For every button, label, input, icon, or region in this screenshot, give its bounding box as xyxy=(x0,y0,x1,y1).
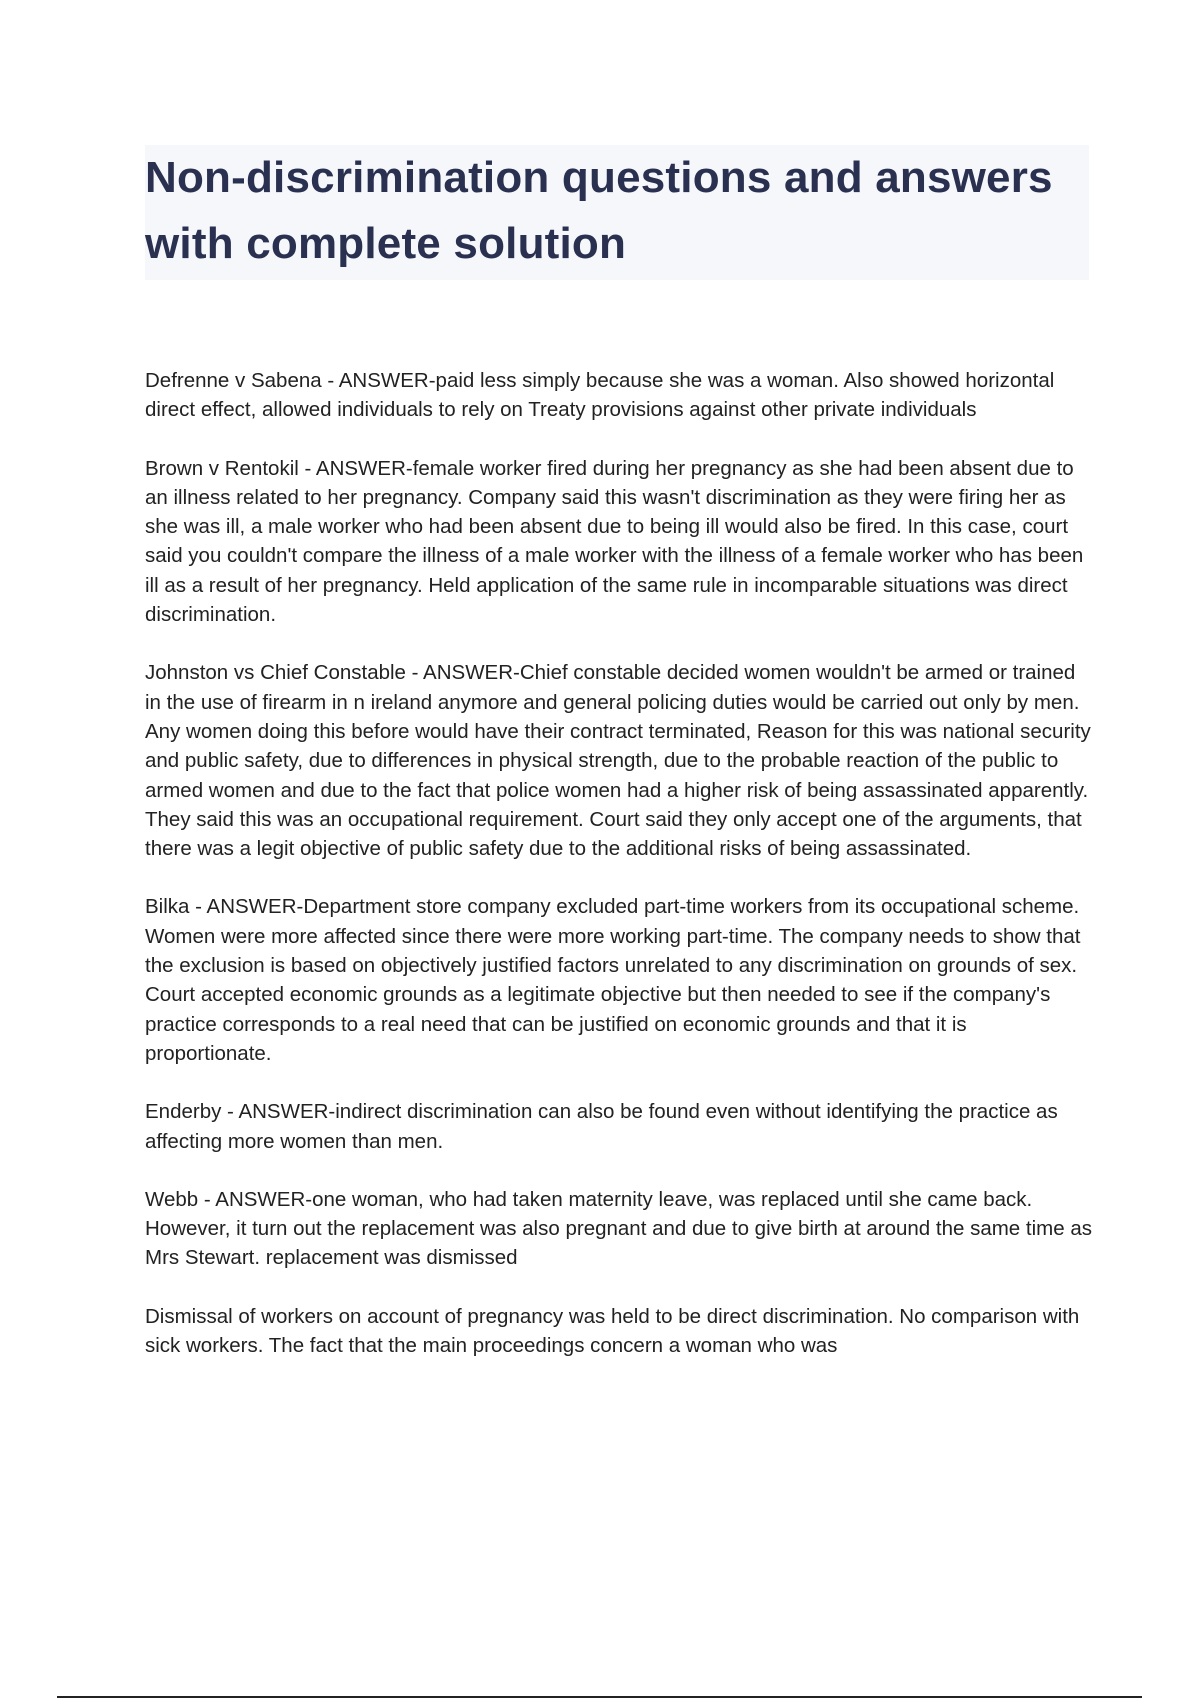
title-banner xyxy=(145,145,1089,280)
qa-paragraph: Enderby - ANSWER-indirect discrimination can also be found even without identifying the practice as affecting more women than men. xyxy=(145,1100,1058,1153)
qa-entry-defrenne xyxy=(145,366,1095,425)
qa-paragraph: Johnston vs Chief Constable - ANSWER-Chief constable decided women wouldn't be armed or trained in the use of firearm in n ireland anymore and general policing duties would be carried out only by men. Any women doing this before would have their contract terminated, Reason for this was national security and public safety, due to differences in physical strength, due to the probable reaction of the public to armed women and due to the fact that police women had a higher risk of being assassinated apparently. xyxy=(145,661,1091,802)
footer-divider xyxy=(57,1696,1142,1698)
qa-entry-enderby xyxy=(145,1097,1095,1156)
qa-entry-brown xyxy=(145,454,1095,630)
qa-paragraph: Dismissal of workers on account of pregnancy was held to be direct discrimination. No comparison with sick workers. The fact that the main proceedings concern a woman who was xyxy=(145,1304,1080,1358)
qa-paragraph: Bilka - ANSWER-Department store company excluded part-time workers from its occupational scheme. Women were more affected since there were more working part-time. The company needs to show that the exclusion is based on objectively justified factors unrelated to any discrimination on grounds of sex. Court accepted economic grounds as a legitimate objective but then needed to see if the company's practice corresponds to a real need that can be justified on economic grounds and that it is proportionate. xyxy=(145,895,1081,1065)
qa-entry-johnston xyxy=(145,658,1095,863)
qa-list xyxy=(145,366,1095,1389)
qa-entry-bilka xyxy=(145,892,1095,1068)
qa-paragraph: Webb - ANSWER-one woman, who had taken maternity leave, was replaced until she came back. However, it turn out the replacement was also pregnant and due to give birth at around the same time as Mrs Stewart. replacement was dismissed xyxy=(145,1187,1092,1270)
qa-entry-dismissal xyxy=(145,1302,1095,1361)
qa-paragraph: Brown v Rentokil - ANSWER-female worker fired during her pregnancy as she had been absent due to an illness related to her pregnancy. Company said this wasn't discrimination as they were firing her as she was ill, a male worker who had been absent due to being ill would also be fired. In this case, court said you couldn't compare the illness of a male worker with the illness of a female worker who has been ill as a result of her pregnancy. Held application of the same rule in incomparable situations was direct discrimination. xyxy=(145,456,1084,627)
document-title: Non-discrimination questions and answers with complete solution xyxy=(145,153,1053,268)
qa-entry-webb xyxy=(145,1185,1095,1273)
qa-paragraph: They said this was an occupational requirement. Court said they only accept one of the arguments, that there was a legit objective of public safety due to the additional risks of being assassinated. xyxy=(145,807,1082,861)
qa-paragraph: Defrenne v Sabena - ANSWER-paid less simply because she was a woman. Also showed horizontal direct effect, allowed individuals to rely on Treaty provisions against other private individuals xyxy=(145,369,1055,422)
